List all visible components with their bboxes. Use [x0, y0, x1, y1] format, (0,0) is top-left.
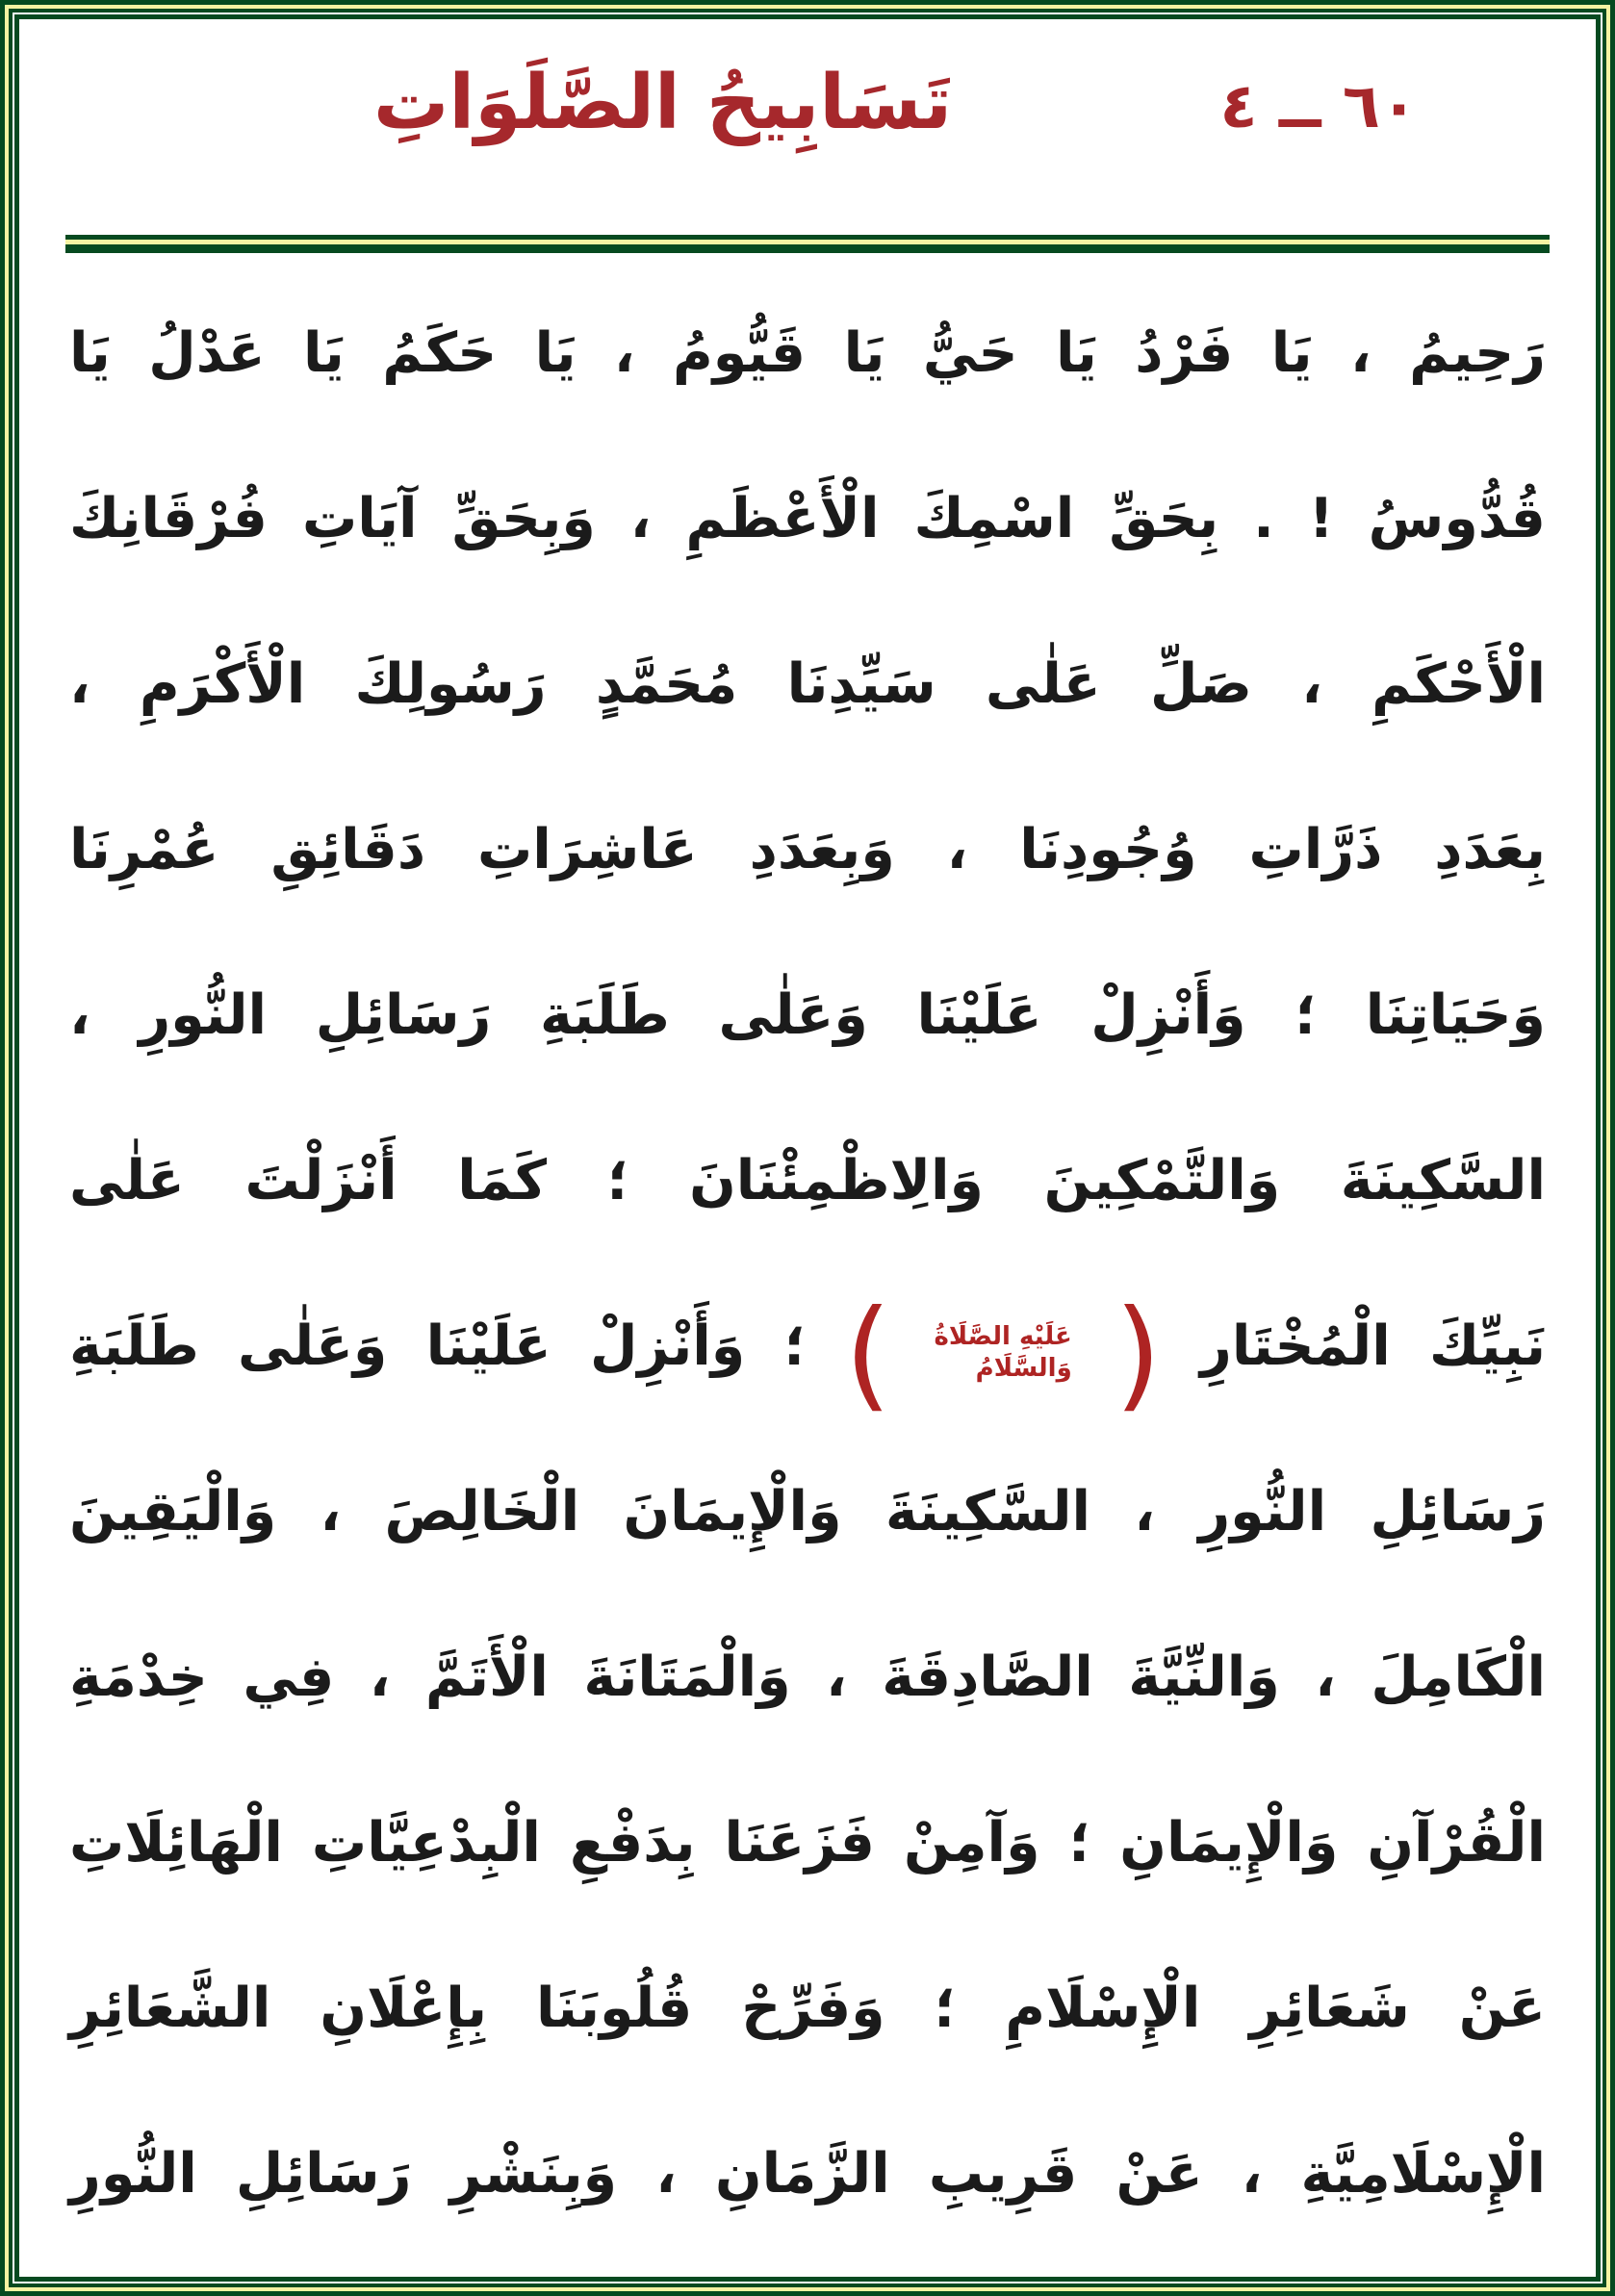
separator-green-strip-bottom [65, 244, 1550, 253]
ornament-calligraphy [935, 1321, 1072, 1387]
frame-inner-green [14, 14, 1601, 2282]
page-number: ٦٠ ــ ٤ [1219, 71, 1418, 142]
text-line-4: بِعَدَدِ ذَرَّاتِ وُجُودِنَا ، وَبِعَدَدِ عَاشِرَاتِ دَقَائِقِ عُمْرِنَا [69, 818, 1546, 881]
frame-white-gap [13, 13, 1602, 2283]
prayer-text [19, 253, 1596, 2257]
text-line-12: الْإِسْلَامِيَّةِ ، عَنْ قَرِيبِ الزَّمَانِ ، وَبِنَشْرِ رَسَائِلِ النُّورِ [69, 2142, 1546, 2206]
text-line-10: الْقُرْآنِ وَالْإِيمَانِ ؛ وَآمِنْ فَزَعَنَا بِدَفْعِ الْبِدْعِيَّاتِ الْهَائِلَاتِ [69, 1811, 1546, 1875]
ornament-open-paren: ( [1115, 1285, 1162, 1425]
title-separator [65, 235, 1550, 253]
frame-mid-green [9, 9, 1606, 2287]
text-line-5: وَحَيَاتِنَا ؛ وَأَنْزِلْ عَلَيْنَا وَعَلٰى طَلَبَةِ رَسَائِلِ النُّورِ ، [69, 983, 1546, 1047]
text-line-9: الْكَامِلَ ، وَالنِّيَّةَ الصَّادِقَةَ ، وَالْمَتَانَةَ الْأَتَمَّ ، فِي خِدْمَةِ [69, 1645, 1546, 1709]
text-line-8: رَسَائِلِ النُّورِ ، السَّكِينَةَ وَالْإِيمَانَ الْخَالِصَ ، وَالْيَقِينَ [69, 1480, 1546, 1543]
text-line-11: عَنْ شَعَائِرِ الْإِسْلَامِ ؛ وَفَرِّحْ قُلُوبَنَا بِإِعْلَانِ الشَّعَائِرِ [69, 1977, 1546, 2040]
ornament-text-top: عَلَيْهِ الصَّلَاةُ [934, 1321, 1072, 1351]
ornament-close-paren: ) [844, 1285, 892, 1425]
text-line-7 [69, 1263, 1546, 1429]
text-line-1: رَحِيمُ ، يَا فَرْدُ يَا حَيُّ يَا قَيُّومُ ، يَا حَكَمُ يَا عَدْلُ يَا [69, 321, 1546, 385]
text-line-7-post: ؛ وَأَنْزِلْ عَلَيْنَا وَعَلٰى طَلَبَةِ [69, 1314, 807, 1378]
text-line-7-pre: نَبِيِّكَ الْمُخْتَارِ [1200, 1314, 1546, 1378]
ornament-text-bottom: وَالسَّلَامُ [975, 1354, 1072, 1384]
page-header [19, 19, 1596, 235]
salawat-ornament [806, 1285, 1162, 1425]
frame-yellow-rule [5, 5, 1610, 2291]
text-line-3: الْأَحْكَمِ ، صَلِّ عَلٰى سَيِّدِنَا مُحَمَّدٍ رَسُولِكَ الْأَكْرَمِ ، [69, 652, 1546, 716]
text-line-2: قُدُّوسُ ! . بِحَقِّ اسْمِكَ الْأَعْظَمِ ، وَبِحَقِّ آيَاتِ فُرْقَانِكَ [69, 487, 1546, 550]
page-title: تَسَابِيحُ الصَّلَوَاتِ [373, 60, 953, 146]
text-line-6: السَّكِينَةَ وَالتَّمْكِينَ وَالِاظْمِئْنَانَ ؛ كَمَا أَنْزَلْتَ عَلٰى [69, 1149, 1546, 1212]
